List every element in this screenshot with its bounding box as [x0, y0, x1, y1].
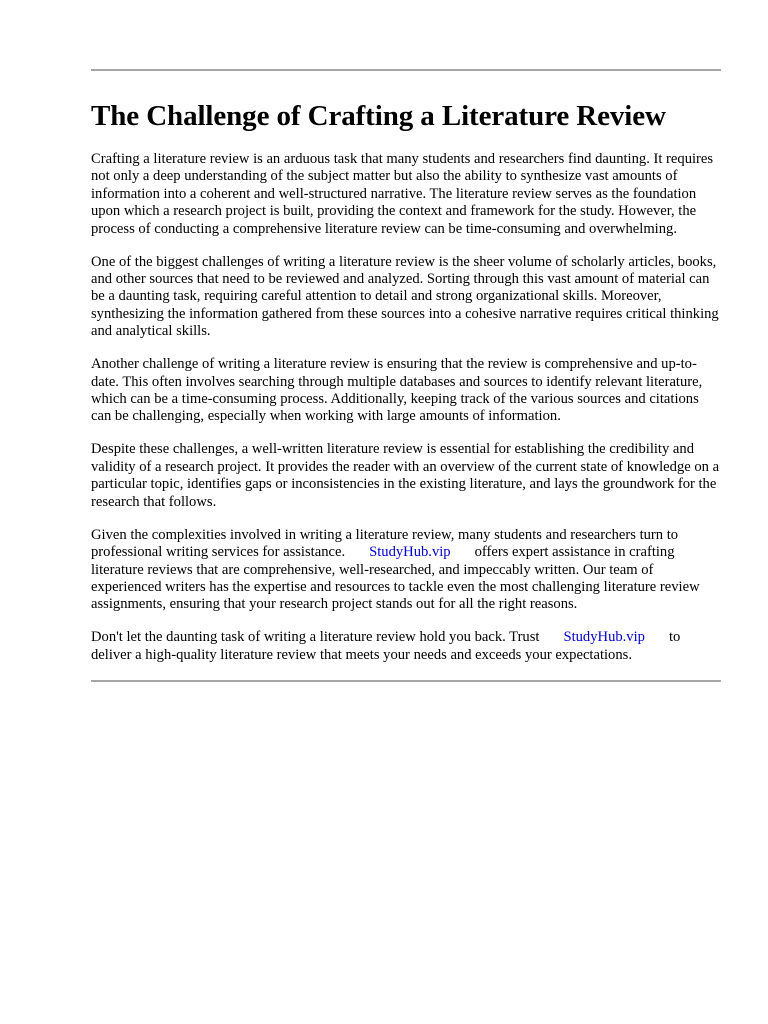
- paragraph-services-text-before: Given the complexities involved in writing a literature review, many students and researchers turn to professional writing services for assistance.: [91, 526, 679, 561]
- studyhub-link[interactable]: StudyHub.vip: [369, 544, 451, 561]
- paragraph-importance: Despite these challenges, a well-written literature review is essential for establishing the credibility and validity of a research project. It provides the reader with an overview of the current state of knowledge on a particular topic, identifies gaps or inconsistencies in the existing literature, and lays the groundwork for the research that follows.: [91, 441, 720, 510]
- top-divider: [91, 69, 721, 71]
- bottom-divider: [91, 680, 721, 682]
- paragraph-cta-text-before: Don't let the daunting task of writing a literature review hold you back. Trust: [91, 629, 540, 646]
- paragraph-comprehensive-challenge: Another challenge of writing a literature review is ensuring that the review is comprehensive and up-to-date. This often involves searching through multiple databases and sources to identify relevant literature, which can be a time-consuming process. Additionally, keeping track of the various sources and citations can be challenging, especially when working with large amounts of information.: [91, 356, 703, 425]
- paragraph-intro: Crafting a literature review is an arduous task that many students and researchers find daunting. It requires not only a deep understanding of the subject matter but also the ability to synthesize vast amounts of information into a coherent and well-structured narrative. The literature review serves as the foundation upon which a research project is built, providing the context and framework for the study. However, the process of conducting a comprehensive literature review can be time-consuming and overwhelming.: [91, 151, 714, 237]
- paragraph-services: [91, 527, 721, 614]
- document-title: The Challenge of Crafting a Literature Review: [91, 100, 666, 132]
- paragraph-call-to-action: [91, 629, 721, 664]
- document-page: [91, 0, 721, 682]
- paragraph-cta-text-after: to deliver a high-quality literature review that meets your needs and exceeds your expectations.: [91, 629, 681, 663]
- paragraph-volume-challenge: One of the biggest challenges of writing a literature review is the sheer volume of scholarly articles, books, and other sources that need to be reviewed and analyzed. Sorting through this vast amount of material can be a daunting task, requiring careful attention to detail and strong organizational skills. Moreover, synthesizing the information gathered from these sources into a cohesive narrative requires critical thinking and analytical skills.: [91, 253, 719, 340]
- paragraph-services-text-after: offers expert assistance in crafting literature reviews that are comprehensive, well-researched, and impeccably written. Our team of experienced writers has the expertise and resources to tackle even the most challenging literature review assignments, ensuring that your research project stands out for all the right reasons.: [91, 544, 700, 613]
- studyhub-link-cta[interactable]: StudyHub.vip: [563, 629, 645, 646]
